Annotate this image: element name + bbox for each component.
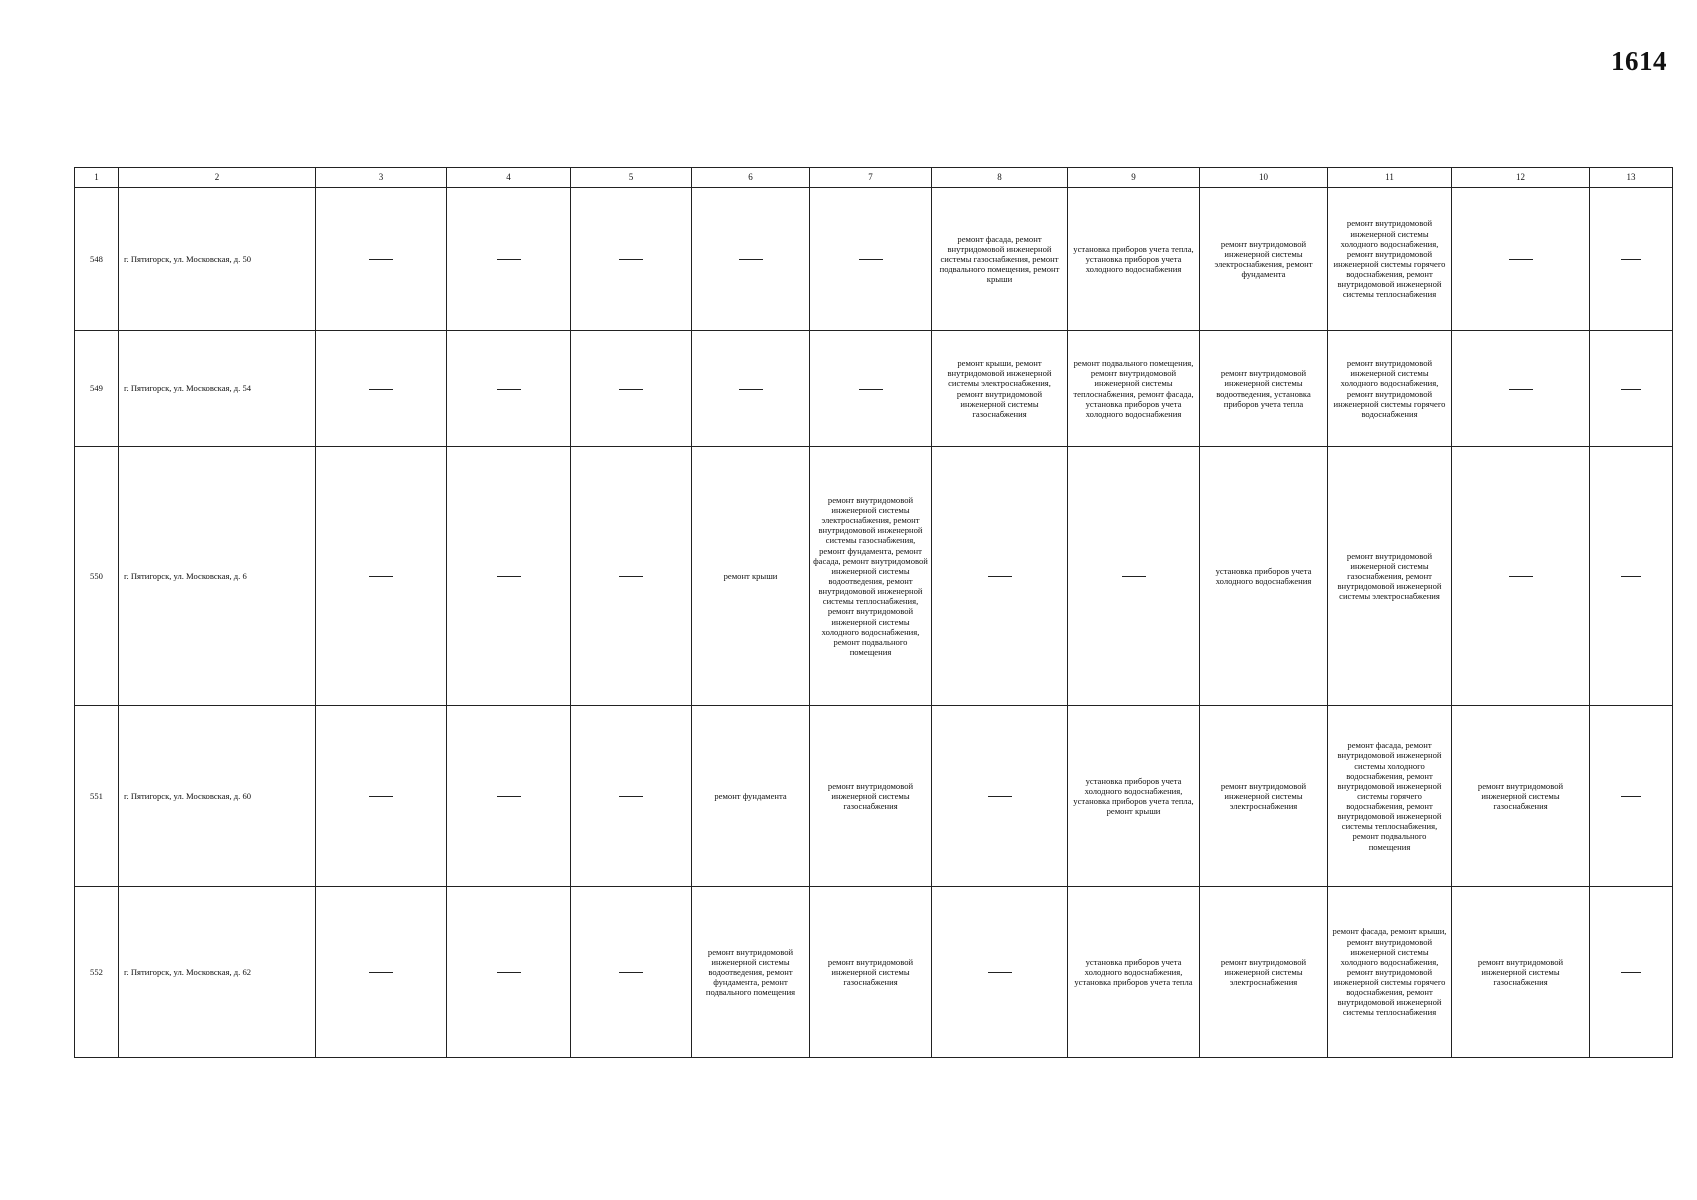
empty-cell	[316, 887, 447, 1058]
dash	[859, 259, 883, 260]
empty-cell	[1590, 447, 1673, 706]
dash	[1621, 259, 1641, 260]
dash	[739, 389, 763, 390]
table-row	[75, 706, 1673, 887]
column-number: 6	[692, 168, 810, 188]
dash	[369, 389, 393, 390]
work-cell: ремонт внутридомовой инженерной системы электроснабжения	[1200, 706, 1328, 887]
work-cell: ремонт внутридомовой инженерной системы электроснабжения, ремонт фундамента	[1200, 188, 1328, 331]
work-cell: ремонт внутридомовой инженерной системы газоснабжения	[1452, 887, 1590, 1058]
table-row	[75, 447, 1673, 706]
empty-cell	[1068, 447, 1200, 706]
dash	[497, 259, 521, 260]
column-number: 2	[119, 168, 316, 188]
empty-cell	[1452, 447, 1590, 706]
empty-cell	[316, 706, 447, 887]
work-cell: ремонт внутридомовой инженерной системы газоснабжения	[810, 706, 932, 887]
work-cell: ремонт подвального помещения, ремонт внутридомовой инженерной системы теплоснабжения, ремонт фасада, установка приборов учета холодного водоснабжения	[1068, 331, 1200, 447]
empty-cell	[447, 887, 571, 1058]
table-row	[75, 887, 1673, 1058]
dash	[988, 576, 1012, 577]
empty-cell	[447, 447, 571, 706]
row-number: 552	[75, 887, 119, 1058]
dash	[1509, 259, 1533, 260]
dash	[1621, 389, 1641, 390]
column-number-row	[75, 168, 1673, 188]
column-number: 7	[810, 168, 932, 188]
dash	[369, 796, 393, 797]
work-cell: ремонт внутридомовой инженерной системы газоснабжения	[1452, 706, 1590, 887]
dash	[497, 576, 521, 577]
empty-cell	[932, 887, 1068, 1058]
work-cell: ремонт фасада, ремонт крыши, ремонт внутридомовой инженерной системы холодного водоснабжения, ремонт внутридомовой инженерной системы горячего водоснабжения, ремонт внутридомовой инженерной системы теплоснабжения	[1328, 887, 1452, 1058]
work-cell: установка приборов учета холодного водоснабжения, установка приборов учета тепла, ремонт крыши	[1068, 706, 1200, 887]
dash	[497, 972, 521, 973]
work-cell: установка приборов учета холодного водоснабжения, установка приборов учета тепла	[1068, 887, 1200, 1058]
dash	[859, 389, 883, 390]
dash	[1621, 972, 1641, 973]
column-number: 1	[75, 168, 119, 188]
dash	[1509, 389, 1533, 390]
dash	[1621, 576, 1641, 577]
address-cell: г. Пятигорск, ул. Московская, д. 6	[119, 447, 316, 706]
dash	[988, 972, 1012, 973]
empty-cell	[571, 706, 692, 887]
column-number: 12	[1452, 168, 1590, 188]
address-cell: г. Пятигорск, ул. Московская, д. 60	[119, 706, 316, 887]
empty-cell	[932, 447, 1068, 706]
dash	[1122, 576, 1146, 577]
dash	[619, 389, 643, 390]
work-cell: ремонт фасада, ремонт внутридомовой инженерной системы газоснабжения, ремонт подвального помещения, ремонт крыши	[932, 188, 1068, 331]
column-number: 10	[1200, 168, 1328, 188]
work-cell: ремонт крыши	[692, 447, 810, 706]
empty-cell	[692, 331, 810, 447]
dash	[369, 576, 393, 577]
dash	[619, 576, 643, 577]
dash	[619, 259, 643, 260]
empty-cell	[1452, 188, 1590, 331]
page-number: 1614	[1611, 46, 1667, 76]
dash	[369, 259, 393, 260]
dash	[739, 259, 763, 260]
empty-cell	[810, 188, 932, 331]
work-cell: ремонт внутридомовой инженерной системы газоснабжения, ремонт внутридомовой инженерной системы электроснабжения	[1328, 447, 1452, 706]
table-row	[75, 188, 1673, 331]
empty-cell	[1452, 331, 1590, 447]
column-number: 8	[932, 168, 1068, 188]
empty-cell	[810, 331, 932, 447]
work-cell: ремонт внутридомовой инженерной системы электроснабжения, ремонт внутридомовой инженерной системы газоснабжения, ремонт фундамента, ремонт фасада, ремонт внутридомовой инженерной системы водоотведения, ремонт внутридомовой инженерной системы теплоснабжения, ремонт внутридомовой инженерной системы холодного водоснабжения, ремонт подвального помещения	[810, 447, 932, 706]
column-number: 5	[571, 168, 692, 188]
empty-cell	[571, 887, 692, 1058]
column-number: 9	[1068, 168, 1200, 188]
work-cell: ремонт внутридомовой инженерной системы электроснабжения	[1200, 887, 1328, 1058]
empty-cell	[316, 188, 447, 331]
table-row	[75, 331, 1673, 447]
work-cell: ремонт внутридомовой инженерной системы водоотведения, ремонт фундамента, ремонт подвального помещения	[692, 887, 810, 1058]
row-number: 551	[75, 706, 119, 887]
dash	[1621, 796, 1641, 797]
empty-cell	[932, 706, 1068, 887]
work-cell: установка приборов учета тепла, установка приборов учета холодного водоснабжения	[1068, 188, 1200, 331]
work-cell: ремонт внутридомовой инженерной системы холодного водоснабжения, ремонт внутридомовой инженерной системы горячего водоснабжения, ремонт внутридомовой инженерной системы теплоснабжения	[1328, 188, 1452, 331]
repair-schedule-table	[74, 167, 1673, 1058]
dash	[369, 972, 393, 973]
dash	[497, 796, 521, 797]
empty-cell	[447, 331, 571, 447]
address-cell: г. Пятигорск, ул. Московская, д. 62	[119, 887, 316, 1058]
empty-cell	[571, 331, 692, 447]
empty-cell	[1590, 331, 1673, 447]
column-number: 11	[1328, 168, 1452, 188]
work-cell: ремонт фундамента	[692, 706, 810, 887]
row-number: 548	[75, 188, 119, 331]
work-cell: установка приборов учета холодного водоснабжения	[1200, 447, 1328, 706]
row-number: 550	[75, 447, 119, 706]
empty-cell	[571, 188, 692, 331]
dash	[1509, 576, 1533, 577]
empty-cell	[316, 331, 447, 447]
empty-cell	[1590, 706, 1673, 887]
dash	[619, 972, 643, 973]
empty-cell	[1590, 188, 1673, 331]
dash	[497, 389, 521, 390]
work-cell: ремонт внутридомовой инженерной системы холодного водоснабжения, ремонт внутридомовой инженерной системы горячего водоснабжения	[1328, 331, 1452, 447]
empty-cell	[1590, 887, 1673, 1058]
empty-cell	[447, 188, 571, 331]
dash	[988, 796, 1012, 797]
row-number: 549	[75, 331, 119, 447]
work-cell: ремонт внутридомовой инженерной системы газоснабжения	[810, 887, 932, 1058]
column-number: 4	[447, 168, 571, 188]
empty-cell	[447, 706, 571, 887]
address-cell: г. Пятигорск, ул. Московская, д. 54	[119, 331, 316, 447]
empty-cell	[316, 447, 447, 706]
address-cell: г. Пятигорск, ул. Московская, д. 50	[119, 188, 316, 331]
column-number: 13	[1590, 168, 1673, 188]
column-number: 3	[316, 168, 447, 188]
empty-cell	[692, 188, 810, 331]
work-cell: ремонт крыши, ремонт внутридомовой инженерной системы электроснабжения, ремонт внутридомовой инженерной системы газоснабжения	[932, 331, 1068, 447]
dash	[619, 796, 643, 797]
empty-cell	[571, 447, 692, 706]
work-cell: ремонт внутридомовой инженерной системы водоотведения, установка приборов учета тепла	[1200, 331, 1328, 447]
work-cell: ремонт фасада, ремонт внутридомовой инженерной системы холодного водоснабжения, ремонт внутридомовой инженерной системы горячего водоснабжения, ремонт внутридомовой инженерной системы теплоснабжения, ремонт подвального помещения	[1328, 706, 1452, 887]
